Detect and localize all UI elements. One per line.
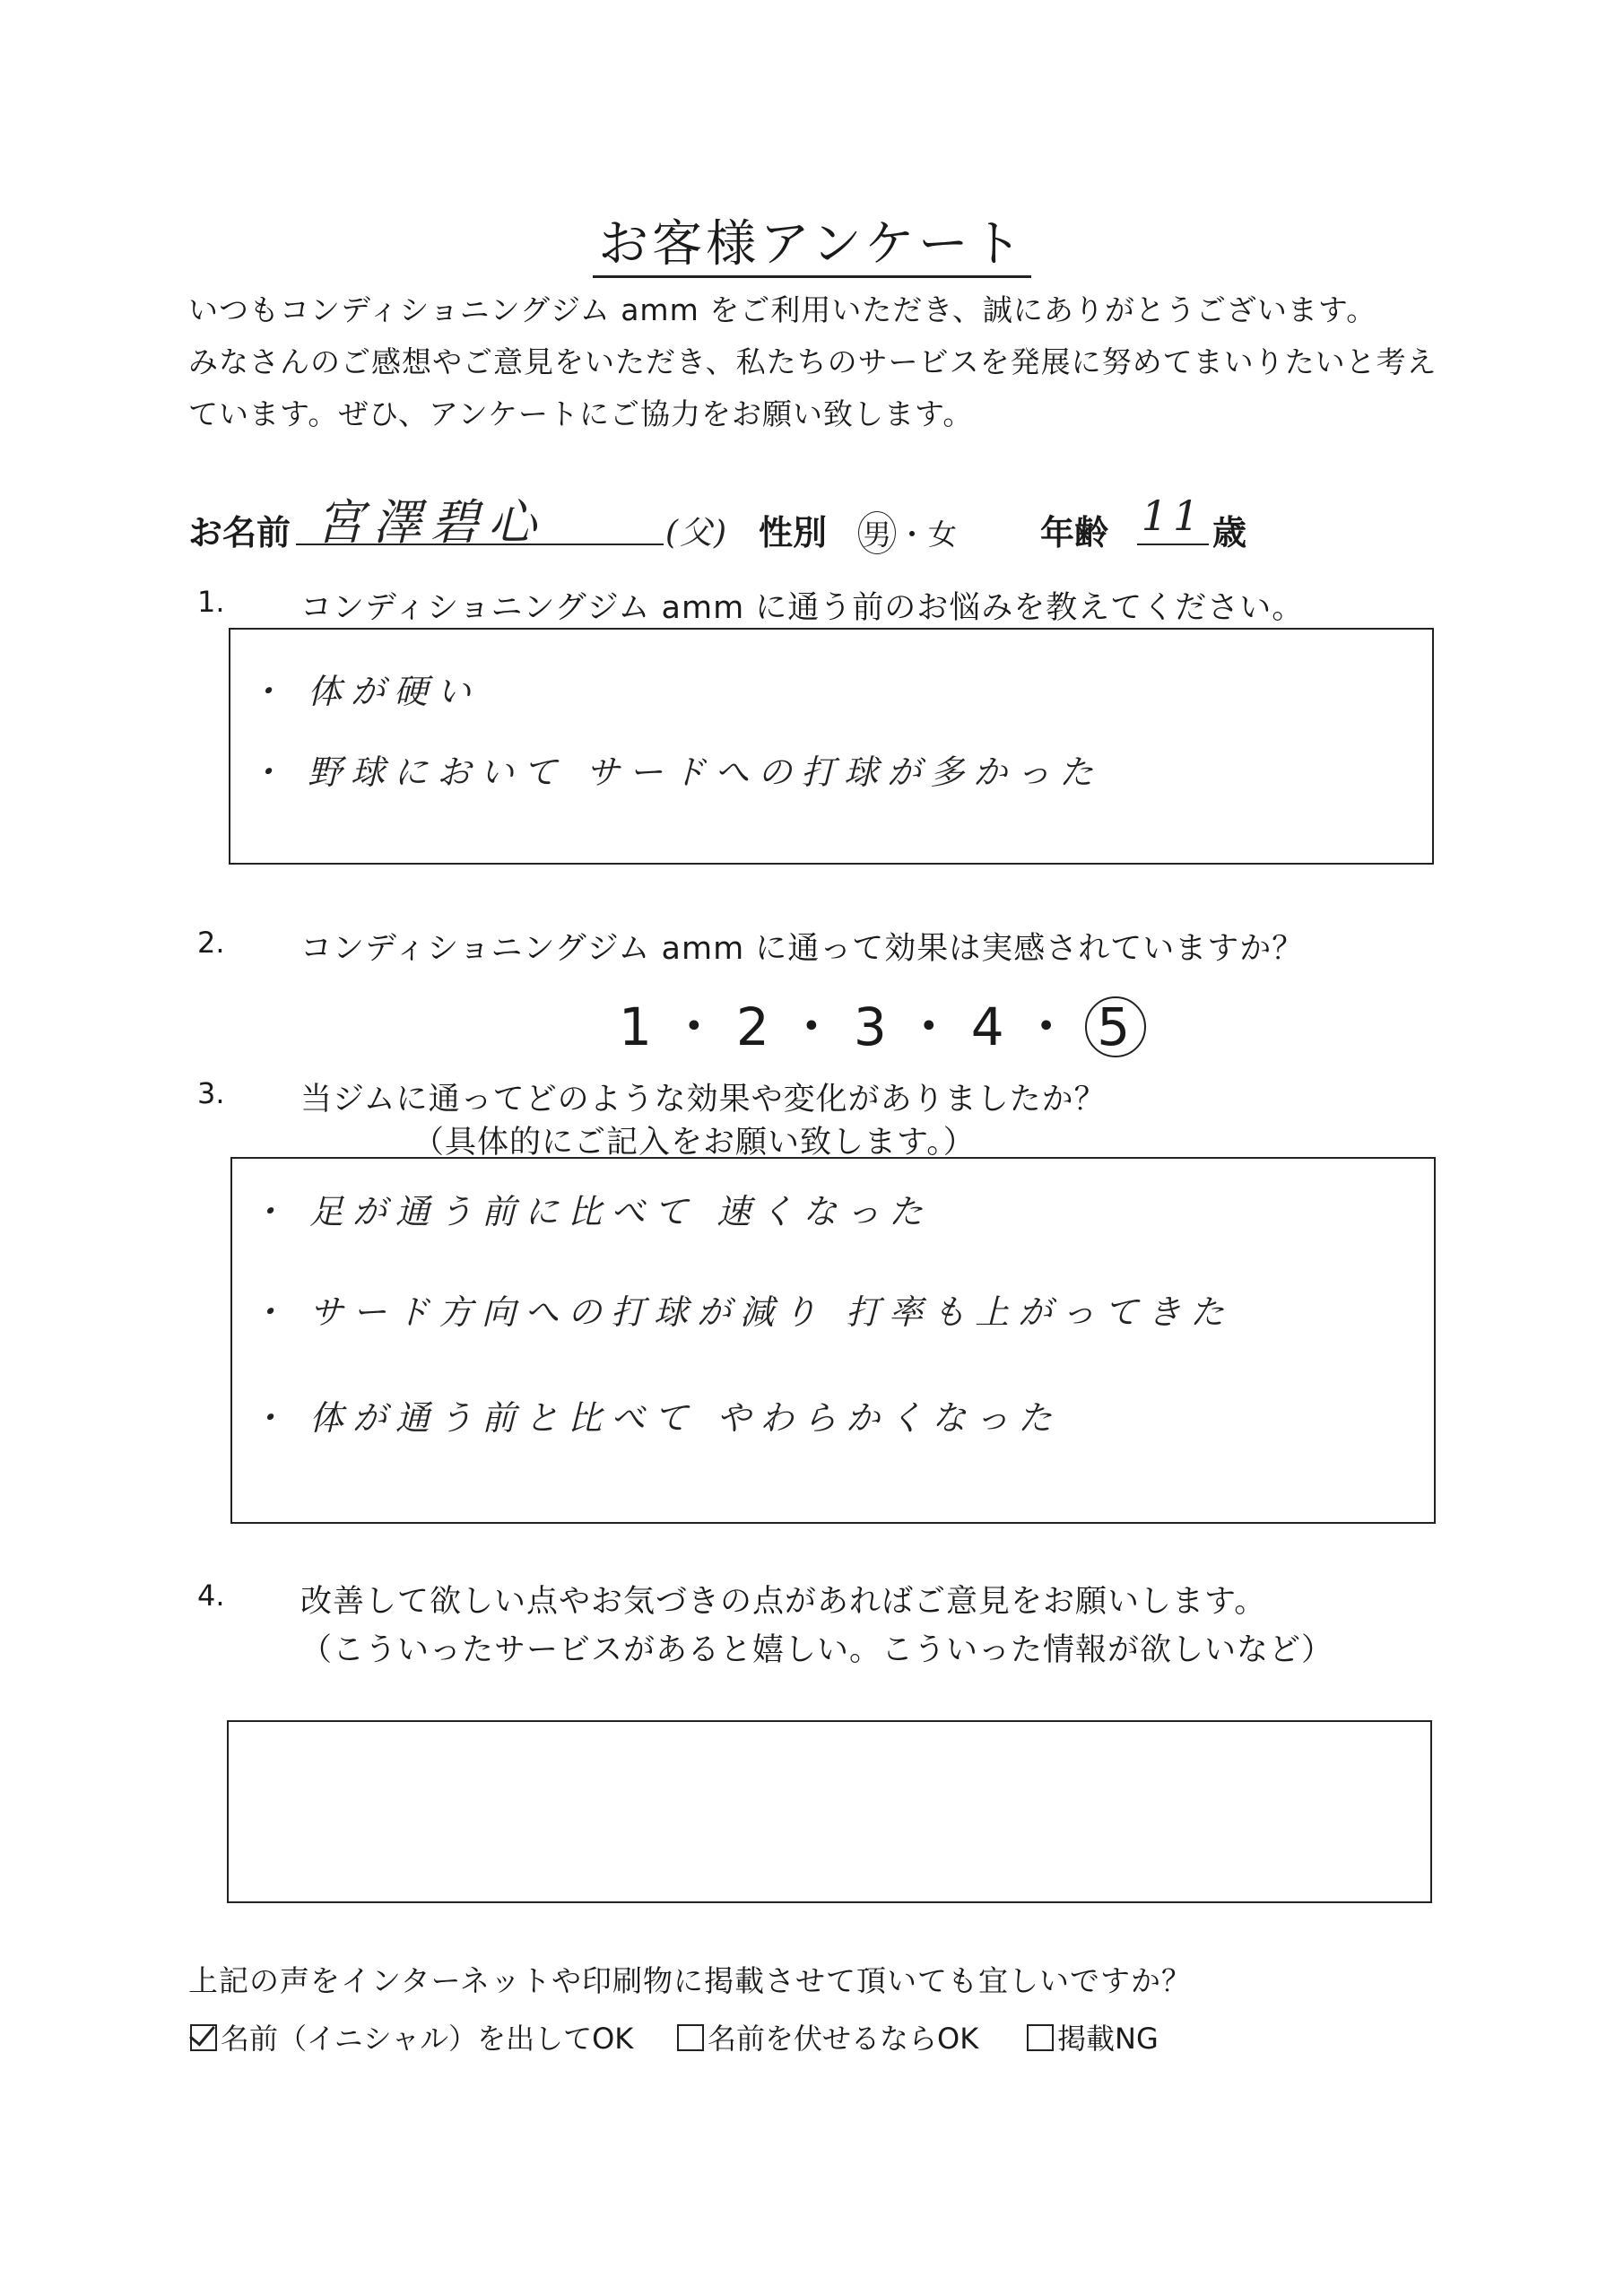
age-label: 年齢 — [1040, 513, 1109, 552]
rating-5-selected[interactable]: 5 — [1085, 996, 1146, 1057]
consent-option-ng-label: 掲載NG — [1057, 2022, 1159, 2056]
consent-checkbox-anonymous[interactable] — [677, 2024, 704, 2051]
intro-line-3: ています。ぜひ、アンケートにご協力をお願い致します。 — [188, 396, 974, 431]
gender-options[interactable] — [856, 511, 959, 554]
consent-option-initials[interactable] — [190, 2016, 633, 2057]
intro-line-2: みなさんのご感想やご意見をいただき、私たちのサービスを発展に努めてまいりたいと考え — [188, 344, 1437, 379]
rating-separator: ・ — [667, 996, 724, 1057]
q3-subtext: （具体的にご記入をお願い致します。） — [413, 1125, 976, 1161]
gender-female[interactable]: 女 — [928, 517, 958, 552]
age-field[interactable] — [1137, 491, 1209, 545]
q1-answer-box[interactable] — [229, 628, 1434, 865]
consent-checkbox-ng[interactable] — [1027, 2024, 1054, 2051]
rating-separator: ・ — [1020, 996, 1076, 1057]
q4-answer-box[interactable] — [227, 1720, 1432, 1903]
rating-separator: ・ — [902, 996, 959, 1057]
age-unit: 歳 — [1212, 513, 1247, 552]
q3-answer-2: ・ サード方向への打球が減り 打率も上がってきた — [250, 1292, 1234, 1332]
q3-answer-1: ・ 足が通う前に比べて 速くなった — [250, 1192, 933, 1231]
q4-number: 4. — [197, 1578, 225, 1613]
rating-2[interactable]: 2 — [735, 996, 773, 1057]
q1-text: コンディショニングジム amm に通う前のお悩みを教えてください。 — [300, 590, 1305, 626]
q3-answer-box[interactable] — [230, 1157, 1436, 1524]
q3-answer-3: ・ 体が通う前と比べて やわらかくなった — [250, 1398, 1062, 1438]
consent-option-initials-label: 名前（イニシャル）を出してOK — [221, 2022, 634, 2056]
q4-subtext: （こういったサービスがあると嬉しい。こういった情報が欲しいなど） — [300, 1632, 1334, 1668]
rating-4[interactable]: 4 — [970, 996, 1008, 1057]
gender-male[interactable]: 男 — [858, 511, 896, 554]
rating-3[interactable]: 3 — [853, 996, 890, 1057]
consent-checkbox-initials[interactable] — [190, 2024, 217, 2051]
rating-separator: ・ — [785, 996, 841, 1057]
q1-number: 1. — [197, 585, 225, 619]
name-suffix: (父) — [665, 515, 729, 552]
q3-number: 3. — [197, 1076, 225, 1110]
gender-separator: ・ — [898, 517, 927, 552]
page-title: お客様アンケート — [0, 204, 1624, 276]
q2-text: コンディショニングジム amm に通って効果は実感されていますか？ — [300, 931, 1305, 967]
consent-option-anonymous-label: 名前を伏せるならOK — [708, 2022, 979, 2056]
q1-answer-1: ・ 体が硬い — [248, 672, 481, 711]
q2-rating-scale[interactable] — [619, 985, 1146, 1060]
intro-line-1: いつもコンディショニングジム amm をご利用いただき、誠にありがとうございます。 — [188, 292, 1377, 327]
rating-1[interactable]: 1 — [619, 996, 656, 1057]
name-field[interactable] — [296, 484, 664, 551]
q4-text: 改善して欲しい点やお気づきの点があればご意見をお願いします。 — [300, 1584, 1267, 1620]
name-value: 宮澤碧心 — [316, 494, 545, 551]
consent-option-ng[interactable] — [1027, 2016, 1159, 2057]
age-value: 11 — [1141, 491, 1205, 540]
q2-number: 2. — [197, 926, 225, 960]
name-label: お名前 — [188, 513, 291, 552]
q1-answer-2: ・ 野球において サードへの打球が多かった — [248, 752, 1103, 792]
consent-question: 上記の声をインターネットや印刷物に掲載させて頂いても宜しいですか？ — [188, 1963, 1193, 1998]
gender-label: 性別 — [759, 513, 828, 552]
q3-text: 当ジムに通ってどのような効果や変化がありましたか？ — [300, 1082, 1107, 1118]
consent-option-anonymous[interactable] — [677, 2016, 978, 2057]
